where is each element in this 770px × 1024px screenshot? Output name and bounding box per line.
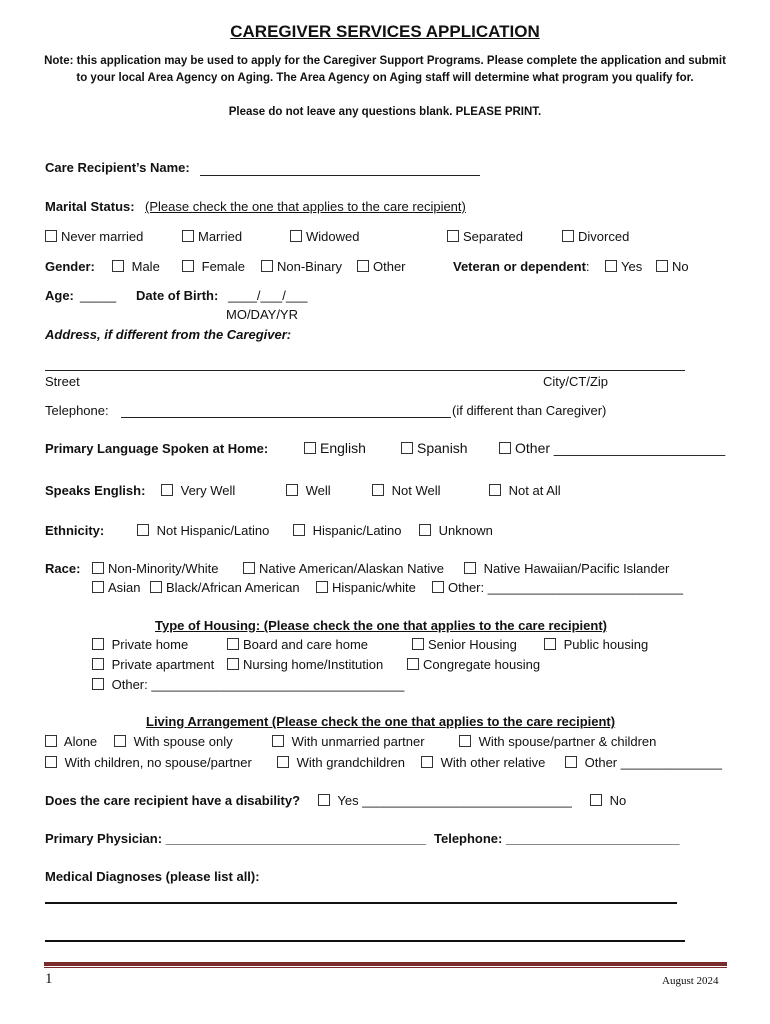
checkbox-icon bbox=[412, 638, 424, 650]
language-option[interactable]: English bbox=[304, 440, 366, 456]
checkbox-icon bbox=[92, 638, 104, 650]
housing-option[interactable]: Senior Housing bbox=[412, 637, 517, 653]
checkbox-icon bbox=[261, 260, 273, 272]
speaks-english-option[interactable]: Not Well bbox=[372, 483, 441, 499]
living-option[interactable]: With spouse/partner & children bbox=[459, 734, 656, 750]
checkbox-icon bbox=[357, 260, 369, 272]
living-option[interactable]: With spouse only bbox=[114, 734, 233, 750]
marital-option[interactable]: Separated bbox=[447, 229, 523, 245]
checkbox-icon bbox=[243, 562, 255, 574]
checkbox-icon bbox=[432, 581, 444, 593]
race-option[interactable]: Native American/Alaskan Native bbox=[243, 561, 444, 577]
checkbox-icon bbox=[45, 230, 57, 242]
telephone-field[interactable] bbox=[121, 417, 451, 418]
dob-field[interactable]: ____/___/___ bbox=[228, 288, 308, 303]
checkbox-icon bbox=[161, 484, 173, 496]
checkbox-icon bbox=[318, 794, 330, 806]
ethnicity-label: Ethnicity: bbox=[45, 523, 105, 538]
ethnicity-option[interactable]: Not Hispanic/Latino bbox=[137, 523, 269, 539]
checkbox-icon bbox=[290, 230, 302, 242]
checkbox-icon bbox=[92, 658, 104, 670]
checkbox-icon bbox=[419, 524, 431, 536]
checkbox-icon bbox=[499, 442, 511, 454]
ethnicity-option[interactable]: Unknown bbox=[419, 523, 493, 539]
checkbox-icon bbox=[114, 735, 126, 747]
checkbox-icon bbox=[150, 581, 162, 593]
checkbox-icon bbox=[372, 484, 384, 496]
footer-rule bbox=[44, 962, 727, 966]
address-label: Address, if different from the Caregiver: bbox=[45, 327, 292, 342]
address-field[interactable] bbox=[45, 370, 685, 371]
diagnoses-line[interactable] bbox=[45, 940, 685, 942]
marital-label: Marital Status: bbox=[45, 199, 135, 214]
checkbox-icon bbox=[227, 658, 239, 670]
checkbox-icon bbox=[489, 484, 501, 496]
marital-option[interactable]: Divorced bbox=[562, 229, 629, 245]
race-label: Race: bbox=[45, 561, 81, 576]
checkbox-icon bbox=[182, 230, 194, 242]
checkbox-icon bbox=[286, 484, 298, 496]
checkbox-icon bbox=[656, 260, 668, 272]
note-text: Note: this application may be used to apply for the Caregiver Support Programs. Please complete the application and submit to your local Area Agency on Aging. The Area Agency on Aging staff will determine what program you qualify for. bbox=[44, 55, 726, 84]
checkbox-icon bbox=[137, 524, 149, 536]
race-option[interactable]: Other: ___________________________ bbox=[432, 580, 683, 596]
housing-option[interactable]: Private home bbox=[92, 637, 188, 653]
checkbox-icon bbox=[459, 735, 471, 747]
marital-option[interactable]: Never married bbox=[45, 229, 143, 245]
housing-option[interactable]: Public housing bbox=[544, 637, 648, 653]
language-option[interactable]: Other ______________________ bbox=[499, 440, 725, 456]
physician-telephone-field[interactable]: Telephone: ________________________ bbox=[434, 831, 680, 846]
checkbox-icon bbox=[112, 260, 124, 272]
checkbox-icon bbox=[182, 260, 194, 272]
checkbox-icon bbox=[605, 260, 617, 272]
diagnoses-label: Medical Diagnoses (please list all): bbox=[45, 869, 260, 884]
housing-option[interactable]: Board and care home bbox=[227, 637, 368, 653]
checkbox-icon bbox=[565, 756, 577, 768]
speaks-english-label: Speaks English: bbox=[45, 483, 146, 498]
checkbox-icon bbox=[92, 562, 104, 574]
speaks-english-option[interactable]: Not at All bbox=[489, 483, 561, 499]
marital-option[interactable]: Widowed bbox=[290, 229, 359, 245]
speaks-english-option[interactable]: Well bbox=[286, 483, 331, 499]
marital-option[interactable]: Married bbox=[182, 229, 242, 245]
checkbox-icon bbox=[272, 735, 284, 747]
living-option[interactable]: With other relative bbox=[421, 755, 545, 771]
housing-option[interactable]: Nursing home/Institution bbox=[227, 657, 383, 673]
checkbox-icon bbox=[562, 230, 574, 242]
street-label: Street bbox=[45, 374, 80, 389]
checkbox-icon bbox=[316, 581, 328, 593]
checkbox-icon bbox=[590, 794, 602, 806]
page-number: 1 bbox=[45, 971, 53, 987]
checkbox-icon bbox=[45, 756, 57, 768]
living-option[interactable]: Other ______________ bbox=[565, 755, 722, 771]
telephone-note: (if different than Caregiver) bbox=[452, 403, 607, 418]
checkbox-icon bbox=[92, 678, 104, 690]
checkbox-icon bbox=[401, 442, 413, 454]
checkbox-icon bbox=[447, 230, 459, 242]
physician-field[interactable]: Primary Physician: ____________________________________ bbox=[45, 831, 426, 846]
city-label: City/CT/Zip bbox=[543, 374, 608, 389]
checkbox-icon bbox=[293, 524, 305, 536]
gender-label: Gender: bbox=[45, 259, 95, 274]
footer-date: August 2024 bbox=[662, 975, 719, 987]
gender-option[interactable]: Other bbox=[357, 259, 406, 275]
housing-other[interactable]: Other: ___________________________________ bbox=[92, 677, 404, 693]
housing-heading: Type of Housing: (Please check the one that applies to the care recipient) bbox=[155, 618, 607, 633]
race-option[interactable]: Native Hawaiian/Pacific Islander bbox=[464, 561, 669, 577]
race-option[interactable]: Hispanic/white bbox=[316, 580, 416, 596]
age-field[interactable]: _____ bbox=[80, 288, 117, 303]
language-option[interactable]: Spanish bbox=[401, 440, 468, 456]
disability-label: Does the care recipient have a disability? bbox=[45, 793, 301, 808]
marital-instruction: (Please check the one that applies to the care recipient) bbox=[145, 199, 466, 214]
race-option[interactable]: Black/African American bbox=[150, 580, 300, 596]
care-recipient-name-field[interactable] bbox=[200, 175, 480, 176]
race-option[interactable]: Non-Minority/White bbox=[92, 561, 219, 577]
note-instruction: Please do not leave any questions blank. PLEASE PRINT. bbox=[228, 106, 542, 118]
disability-no[interactable]: No bbox=[590, 793, 626, 809]
checkbox-icon bbox=[277, 756, 289, 768]
gender-option[interactable]: Non-Binary bbox=[261, 259, 342, 275]
living-heading: Living Arrangement (Please check the one that applies to the care recipient) bbox=[146, 714, 616, 729]
checkbox-icon bbox=[92, 581, 104, 593]
race-option[interactable]: Asian bbox=[92, 580, 141, 596]
ethnicity-option[interactable]: Hispanic/Latino bbox=[293, 523, 402, 539]
housing-option[interactable]: Private apartment bbox=[92, 657, 214, 673]
form-title: CAREGIVER SERVICES APPLICATION bbox=[230, 22, 540, 41]
gender-option[interactable]: Male bbox=[112, 259, 160, 275]
checkbox-icon bbox=[544, 638, 556, 650]
living-option[interactable]: With grandchildren bbox=[277, 755, 405, 771]
checkbox-icon bbox=[227, 638, 239, 650]
housing-option[interactable]: Congregate housing bbox=[407, 657, 540, 673]
speaks-english-option[interactable]: Very Well bbox=[161, 483, 235, 499]
living-option[interactable]: With unmarried partner bbox=[272, 734, 425, 750]
dob-format: MO/DAY/YR bbox=[226, 307, 298, 322]
living-option[interactable]: Alone bbox=[45, 734, 97, 750]
telephone-label: Telephone: bbox=[45, 403, 109, 418]
care-recipient-label: Care Recipient’s Name: bbox=[45, 160, 190, 175]
dob-label: Date of Birth: bbox=[136, 288, 219, 303]
veteran-option[interactable]: No bbox=[656, 259, 689, 275]
checkbox-icon bbox=[421, 756, 433, 768]
age-label: Age: bbox=[45, 288, 74, 303]
checkbox-icon bbox=[464, 562, 476, 574]
checkbox-icon bbox=[304, 442, 316, 454]
disability-yes[interactable]: Yes _____________________________ bbox=[318, 793, 572, 809]
checkbox-icon bbox=[45, 735, 57, 747]
footer-rule-thin bbox=[44, 967, 727, 968]
veteran-label: Veteran or dependent: bbox=[453, 259, 590, 274]
veteran-option[interactable]: Yes bbox=[605, 259, 642, 275]
checkbox-icon bbox=[407, 658, 419, 670]
living-option[interactable]: With children, no spouse/partner bbox=[45, 755, 252, 771]
diagnoses-line[interactable] bbox=[45, 902, 677, 904]
gender-option[interactable]: Female bbox=[182, 259, 245, 275]
language-label: Primary Language Spoken at Home: bbox=[45, 441, 269, 456]
